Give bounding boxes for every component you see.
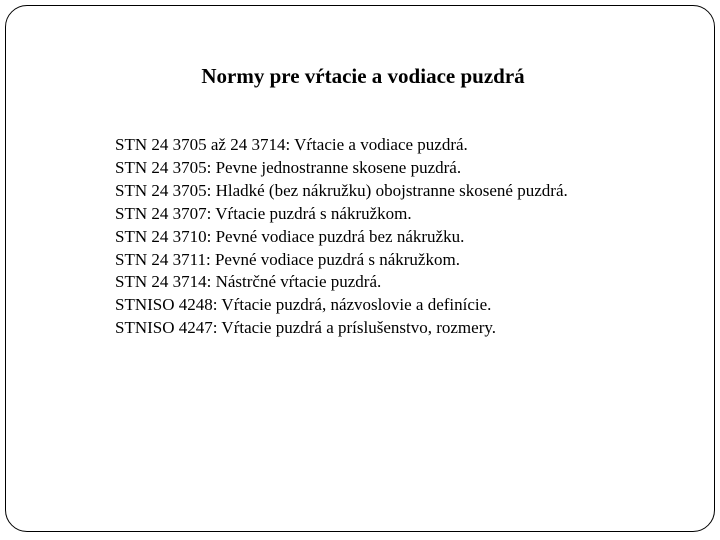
norm-item: STN 24 3711: Pevné vodiace puzdrá s nákružkom. (115, 249, 460, 269)
norm-item: STN 24 3707: Vŕtacie puzdrá s nákružkom. (115, 203, 412, 223)
norm-item: STN 24 3705 až 24 3714: Vŕtacie a vodiace puzdrá. (115, 135, 468, 154)
norm-item: STNISO 4247: Vŕtacie puzdrá a príslušenstvo, rozmery. (115, 318, 496, 338)
slide-title: Normy pre vŕtacie a vodiace puzdrá (201, 64, 525, 88)
norm-item: STN 24 3714: Nástrčné vŕtacie puzdrá. (115, 272, 382, 292)
norm-item: STN 24 3705: Hladké (bez nákružku) obojstranne skosené puzdrá. (115, 180, 568, 200)
norm-item: STNISO 4248: Vŕtacie puzdrá, názvoslovie a definície. (115, 295, 492, 315)
norm-item: STN 24 3710: Pevné vodiace puzdrá bez nákružku. (115, 226, 465, 246)
norm-list (115, 134, 568, 340)
norm-item: STN 24 3705: Pevne jednostranne skosene puzdrá. (115, 157, 462, 177)
